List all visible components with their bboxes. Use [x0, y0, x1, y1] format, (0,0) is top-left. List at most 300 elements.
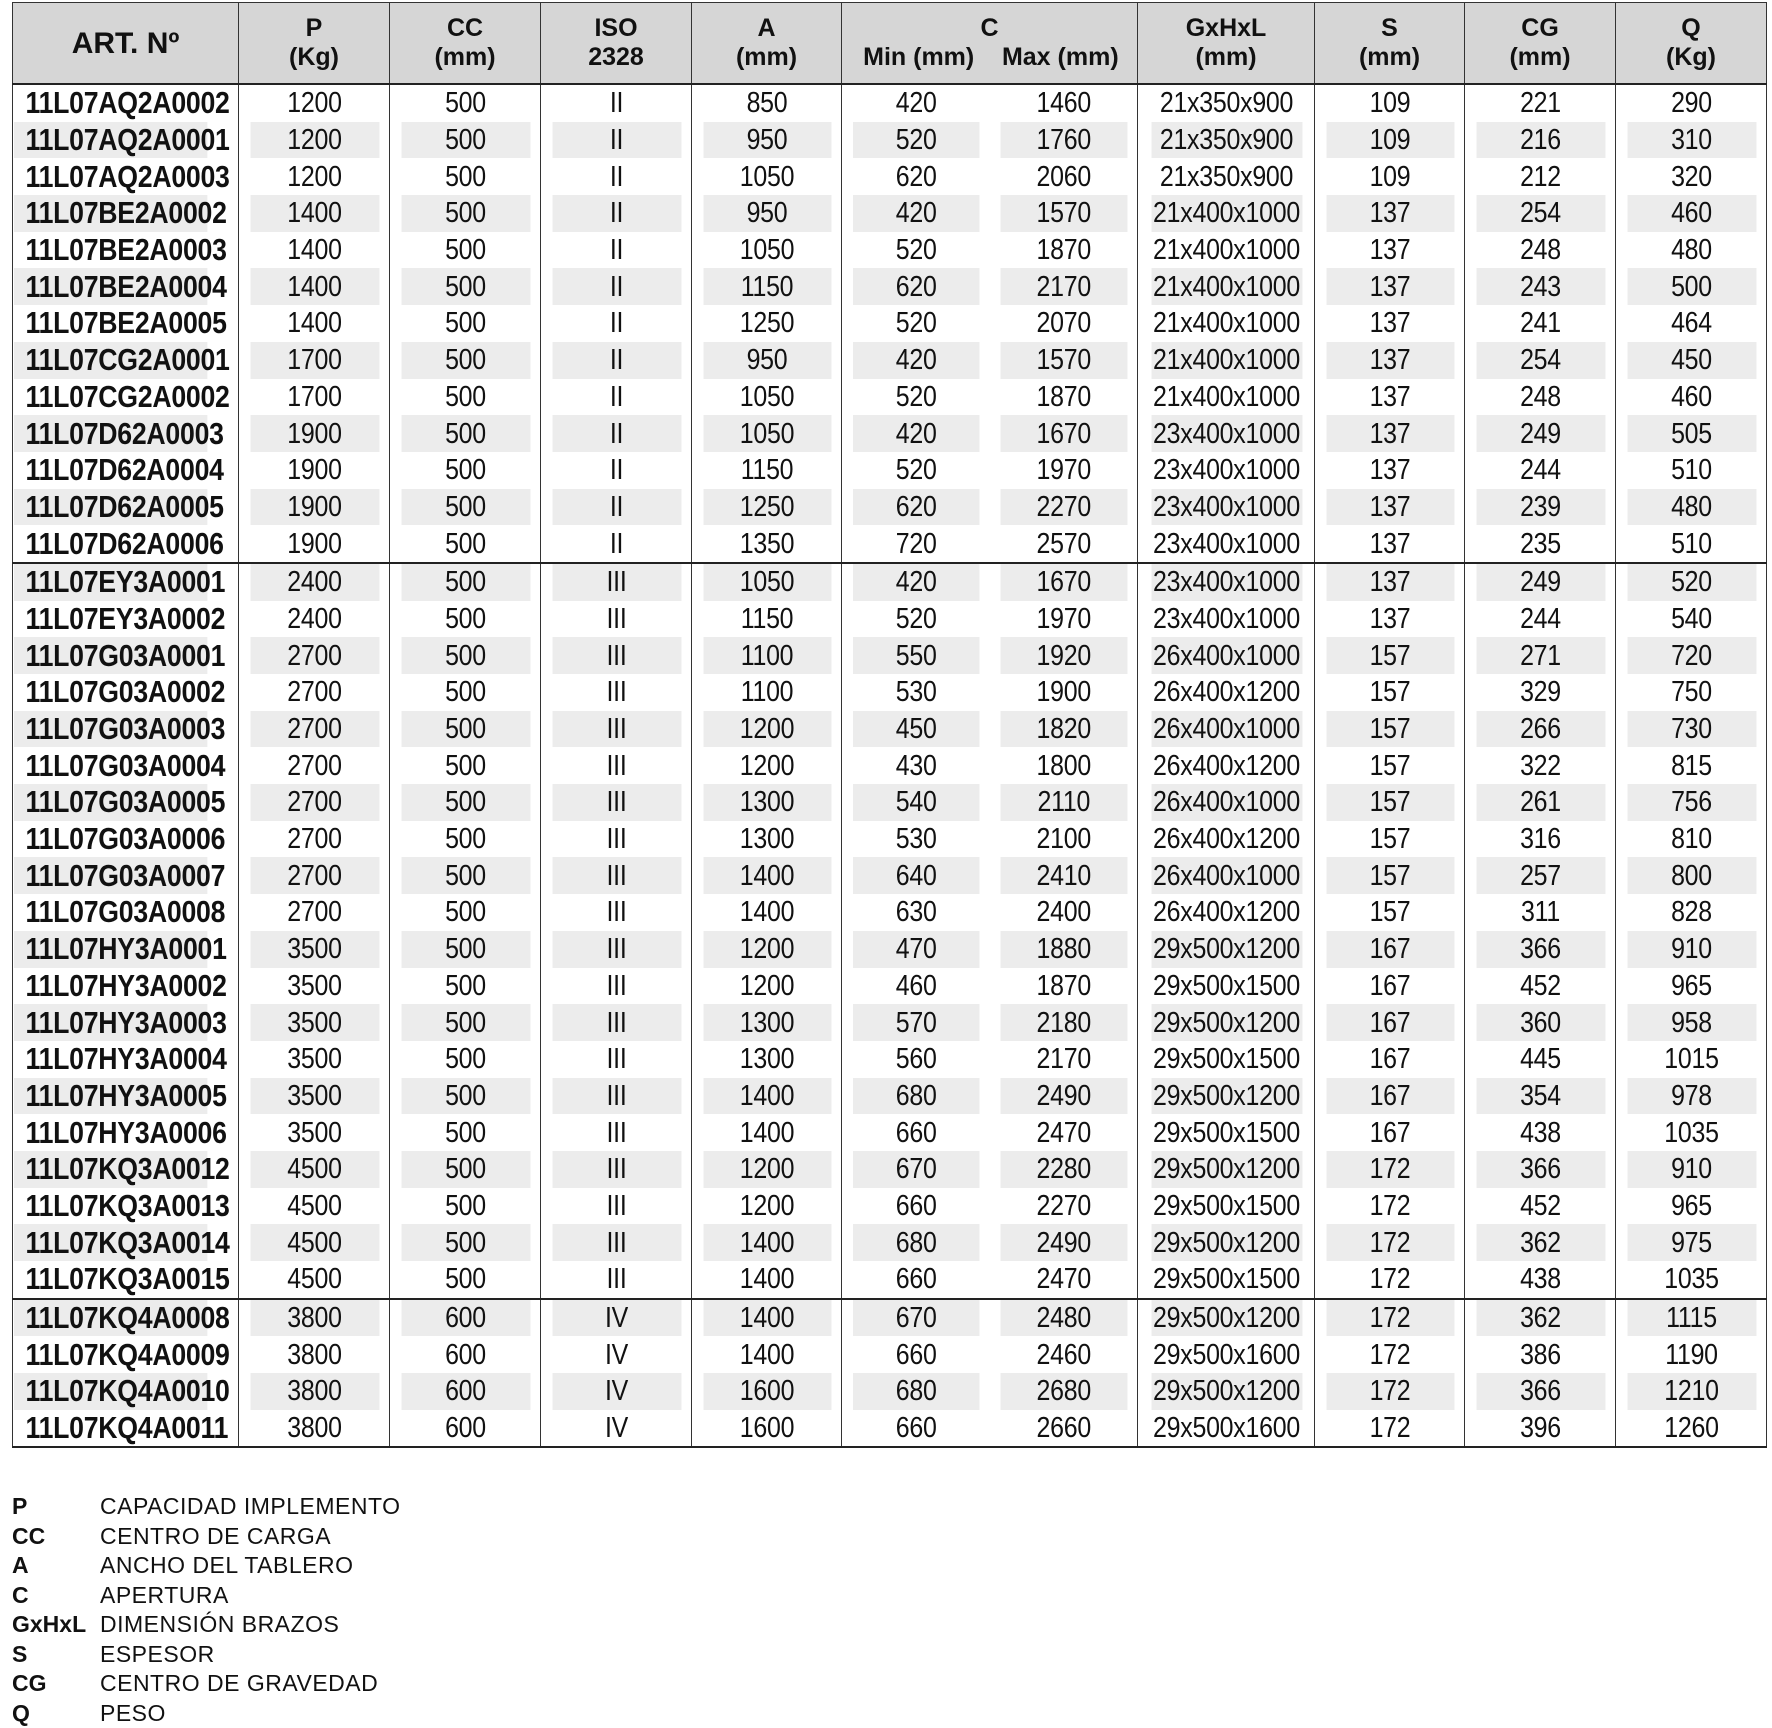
cell-a: 1050 — [702, 158, 831, 195]
cell-art: 11L07HY3A0005 — [13, 1078, 207, 1115]
cell-iso: II — [551, 379, 681, 416]
cell-cc: 500 — [400, 525, 530, 563]
cell-gxhxl: 23x400x1000 — [1150, 563, 1302, 601]
cell-art: 11L07G03A0007 — [13, 857, 207, 894]
cell-cc: 500 — [400, 1041, 530, 1078]
cell-gxhxl: 29x500x1200 — [1150, 1151, 1302, 1188]
cell-a: 1300 — [702, 784, 831, 821]
legend-key: S — [12, 1640, 100, 1670]
cell-s: 157 — [1325, 857, 1454, 894]
cell-iso: III — [551, 637, 681, 674]
cell-s: 137 — [1325, 342, 1454, 379]
cell-c-max: 2480 — [1000, 1299, 1127, 1337]
cell-s: 157 — [1325, 784, 1454, 821]
legend-item — [12, 1610, 401, 1640]
cell-cc: 500 — [400, 563, 530, 601]
table-row — [13, 637, 1767, 674]
cell-c-max: 1870 — [1000, 968, 1127, 1005]
table-row — [13, 674, 1767, 711]
table-row — [13, 232, 1767, 269]
cell-s: 157 — [1325, 711, 1454, 748]
cell-c-min: 680 — [852, 1373, 979, 1410]
cell-c-min: 530 — [852, 821, 979, 858]
cell-c-max: 2100 — [1000, 821, 1127, 858]
cell-c-max: 2180 — [1000, 1004, 1127, 1041]
legend-item — [12, 1522, 401, 1552]
cell-c-min: 550 — [852, 637, 979, 674]
cell-q: 505 — [1626, 415, 1756, 452]
cell-p: 2700 — [249, 711, 379, 748]
table-row — [13, 489, 1767, 526]
cell-art: 11L07G03A0002 — [13, 674, 207, 711]
table-row — [13, 784, 1767, 821]
cell-a: 1400 — [702, 1114, 831, 1151]
cell-gxhxl: 29x500x1500 — [1150, 1041, 1302, 1078]
cell-iso: III — [551, 1188, 681, 1225]
header-c-min: Min (mm) — [848, 43, 990, 72]
cell-p: 1900 — [249, 489, 379, 526]
cell-p: 3500 — [249, 1004, 379, 1041]
cell-c-max: 2170 — [1000, 268, 1127, 305]
cell-s: 172 — [1325, 1336, 1454, 1373]
table-row — [13, 894, 1767, 931]
cell-s: 137 — [1325, 195, 1454, 232]
cell-cc: 500 — [400, 747, 530, 784]
cell-a: 1600 — [702, 1373, 831, 1410]
cell-c-max: 1870 — [1000, 232, 1127, 269]
cell-iso: IV — [551, 1410, 681, 1448]
cell-s: 172 — [1325, 1188, 1454, 1225]
legend-item — [12, 1669, 401, 1699]
cell-cg: 360 — [1475, 1004, 1605, 1041]
cell-cg: 254 — [1475, 342, 1605, 379]
table-row — [13, 821, 1767, 858]
cell-gxhxl: 29x500x1500 — [1150, 1261, 1302, 1299]
cell-s: 137 — [1325, 489, 1454, 526]
cell-q: 975 — [1626, 1224, 1756, 1261]
cell-c-min: 470 — [852, 931, 979, 968]
cell-s: 157 — [1325, 747, 1454, 784]
cell-gxhxl: 29x500x1200 — [1150, 1004, 1302, 1041]
cell-cg: 271 — [1475, 637, 1605, 674]
cell-a: 1250 — [702, 489, 831, 526]
cell-s: 167 — [1325, 1114, 1454, 1151]
cell-c-max: 1760 — [1000, 122, 1127, 159]
cell-gxhxl: 26x400x1200 — [1150, 894, 1302, 931]
cell-art: 11L07AQ2A0001 — [13, 122, 207, 159]
cell-cc: 500 — [400, 1224, 530, 1261]
cell-c-max: 1880 — [1000, 931, 1127, 968]
cell-cg: 243 — [1475, 268, 1605, 305]
cell-c-min: 430 — [852, 747, 979, 784]
cell-iso: II — [551, 305, 681, 342]
cell-iso: III — [551, 1078, 681, 1115]
cell-cg: 249 — [1475, 563, 1605, 601]
cell-gxhxl: 26x400x1000 — [1150, 711, 1302, 748]
cell-c-min: 680 — [852, 1078, 979, 1115]
cell-iso: II — [551, 489, 681, 526]
cell-gxhxl: 21x350x900 — [1150, 158, 1302, 195]
table-row — [13, 711, 1767, 748]
cell-s: 172 — [1325, 1299, 1454, 1337]
cell-q: 1035 — [1626, 1261, 1756, 1299]
cell-cg: 366 — [1475, 1373, 1605, 1410]
cell-c-min: 570 — [852, 1004, 979, 1041]
cell-iso: III — [551, 711, 681, 748]
cell-c-min: 660 — [852, 1336, 979, 1373]
table-header — [13, 3, 1767, 85]
cell-c-max: 1460 — [1000, 84, 1127, 122]
legend — [12, 1492, 401, 1728]
cell-art: 11L07KQ3A0014 — [13, 1224, 207, 1261]
cell-cg: 452 — [1475, 968, 1605, 1005]
spec-table — [12, 2, 1767, 1448]
cell-art: 11L07KQ3A0012 — [13, 1151, 207, 1188]
cell-c-max: 2060 — [1000, 158, 1127, 195]
cell-c-min: 520 — [852, 305, 979, 342]
cell-p: 3800 — [249, 1299, 379, 1337]
cell-c-min: 420 — [852, 342, 979, 379]
cell-q: 310 — [1626, 122, 1756, 159]
cell-cc: 500 — [400, 821, 530, 858]
cell-c-min: 530 — [852, 674, 979, 711]
cell-q: 810 — [1626, 821, 1756, 858]
table-row — [13, 1410, 1767, 1448]
cell-art: 11L07G03A0003 — [13, 711, 207, 748]
cell-q: 1210 — [1626, 1373, 1756, 1410]
cell-gxhxl: 29x500x1200 — [1150, 1224, 1302, 1261]
cell-cg: 362 — [1475, 1299, 1605, 1337]
cell-a: 950 — [702, 122, 831, 159]
cell-s: 167 — [1325, 1004, 1454, 1041]
cell-q: 750 — [1626, 674, 1756, 711]
cell-gxhxl: 29x500x1600 — [1150, 1410, 1302, 1448]
cell-c-max: 2410 — [1000, 857, 1127, 894]
cell-cc: 500 — [400, 784, 530, 821]
legend-text: CENTRO DE GRAVEDAD — [100, 1669, 378, 1699]
cell-iso: III — [551, 674, 681, 711]
legend-text: CAPACIDAD IMPLEMENTO — [100, 1492, 401, 1522]
cell-art: 11L07KQ4A0010 — [13, 1373, 207, 1410]
table-row — [13, 1151, 1767, 1188]
cell-s: 167 — [1325, 1041, 1454, 1078]
cell-q: 965 — [1626, 1188, 1756, 1225]
cell-cc: 500 — [400, 195, 530, 232]
header-s: S (mm) — [1315, 3, 1465, 85]
cell-cc: 500 — [400, 305, 530, 342]
cell-gxhxl: 21x400x1000 — [1150, 379, 1302, 416]
cell-a: 1150 — [702, 452, 831, 489]
header-c: C Min (mm) Max (mm) — [842, 3, 1138, 85]
cell-p: 1200 — [249, 122, 379, 159]
cell-q: 460 — [1626, 195, 1756, 232]
cell-gxhxl: 21x400x1000 — [1150, 195, 1302, 232]
cell-c-min: 630 — [852, 894, 979, 931]
cell-cc: 500 — [400, 1114, 530, 1151]
cell-cc: 600 — [400, 1373, 530, 1410]
cell-q: 450 — [1626, 342, 1756, 379]
cell-cc: 500 — [400, 894, 530, 931]
cell-gxhxl: 29x500x1200 — [1150, 1373, 1302, 1410]
cell-iso: III — [551, 1114, 681, 1151]
table-row — [13, 158, 1767, 195]
cell-a: 1100 — [702, 674, 831, 711]
cell-gxhxl: 21x400x1000 — [1150, 268, 1302, 305]
cell-cg: 266 — [1475, 711, 1605, 748]
cell-s: 137 — [1325, 379, 1454, 416]
cell-c-max: 2470 — [1000, 1114, 1127, 1151]
cell-art: 11L07AQ2A0003 — [13, 158, 207, 195]
cell-p: 1200 — [249, 158, 379, 195]
cell-c-max: 1870 — [1000, 379, 1127, 416]
cell-p: 2400 — [249, 601, 379, 638]
cell-cc: 500 — [400, 379, 530, 416]
cell-art: 11L07KQ3A0015 — [13, 1261, 207, 1299]
table-row — [13, 747, 1767, 784]
cell-a: 1200 — [702, 1151, 831, 1188]
cell-c-max: 2070 — [1000, 305, 1127, 342]
cell-a: 1100 — [702, 637, 831, 674]
header-iso: ISO 2328 — [541, 3, 692, 85]
cell-q: 828 — [1626, 894, 1756, 931]
cell-p: 2700 — [249, 894, 379, 931]
cell-p: 1900 — [249, 415, 379, 452]
cell-cc: 500 — [400, 122, 530, 159]
cell-cc: 500 — [400, 489, 530, 526]
cell-art: 11L07KQ4A0008 — [13, 1299, 207, 1337]
table-row — [13, 1041, 1767, 1078]
cell-gxhxl: 21x400x1000 — [1150, 232, 1302, 269]
cell-iso: IV — [551, 1299, 681, 1337]
legend-key: GxHxL — [12, 1610, 100, 1640]
cell-q: 510 — [1626, 452, 1756, 489]
cell-p: 1200 — [249, 84, 379, 122]
cell-p: 1400 — [249, 305, 379, 342]
table-row — [13, 1336, 1767, 1373]
table-row — [13, 415, 1767, 452]
cell-q: 320 — [1626, 158, 1756, 195]
cell-a: 1050 — [702, 415, 831, 452]
cell-cc: 500 — [400, 637, 530, 674]
cell-c-min: 620 — [852, 158, 979, 195]
cell-iso: III — [551, 747, 681, 784]
cell-cc: 500 — [400, 1078, 530, 1115]
cell-iso: II — [551, 122, 681, 159]
cell-gxhxl: 29x500x1500 — [1150, 1114, 1302, 1151]
cell-gxhxl: 29x500x1200 — [1150, 1078, 1302, 1115]
cell-c-min: 620 — [852, 489, 979, 526]
legend-text: ANCHO DEL TABLERO — [100, 1551, 353, 1581]
cell-cc: 500 — [400, 452, 530, 489]
cell-p: 4500 — [249, 1224, 379, 1261]
cell-a: 1200 — [702, 968, 831, 1005]
cell-cg: 366 — [1475, 1151, 1605, 1188]
cell-cg: 249 — [1475, 415, 1605, 452]
cell-c-max: 1800 — [1000, 747, 1127, 784]
cell-q: 910 — [1626, 1151, 1756, 1188]
cell-p: 3500 — [249, 968, 379, 1005]
table-row — [13, 1299, 1767, 1337]
table-body — [13, 84, 1767, 1447]
cell-art: 11L07BE2A0002 — [13, 195, 207, 232]
cell-a: 1200 — [702, 747, 831, 784]
cell-cg: 322 — [1475, 747, 1605, 784]
cell-q: 500 — [1626, 268, 1756, 305]
cell-cc: 500 — [400, 711, 530, 748]
cell-iso: II — [551, 84, 681, 122]
cell-s: 157 — [1325, 674, 1454, 711]
cell-a: 1400 — [702, 857, 831, 894]
cell-p: 1900 — [249, 525, 379, 563]
cell-cc: 600 — [400, 1299, 530, 1337]
table-row — [13, 122, 1767, 159]
cell-p: 3800 — [249, 1410, 379, 1448]
header-c-max: Max (mm) — [990, 43, 1132, 72]
cell-c-max: 2490 — [1000, 1224, 1127, 1261]
cell-cc: 500 — [400, 415, 530, 452]
cell-art: 11L07EY3A0001 — [13, 563, 207, 601]
cell-a: 1400 — [702, 1078, 831, 1115]
cell-c-max: 2270 — [1000, 1188, 1127, 1225]
cell-c-min: 520 — [852, 232, 979, 269]
cell-a: 950 — [702, 342, 831, 379]
cell-gxhxl: 26x400x1000 — [1150, 637, 1302, 674]
cell-c-max: 2680 — [1000, 1373, 1127, 1410]
cell-cg: 244 — [1475, 452, 1605, 489]
cell-art: 11L07G03A0004 — [13, 747, 207, 784]
legend-key: P — [12, 1492, 100, 1522]
cell-c-max: 1670 — [1000, 415, 1127, 452]
cell-c-max: 2400 — [1000, 894, 1127, 931]
cell-cg: 438 — [1475, 1261, 1605, 1299]
table-row — [13, 268, 1767, 305]
cell-art: 11L07BE2A0005 — [13, 305, 207, 342]
legend-item — [12, 1581, 401, 1611]
table-row — [13, 857, 1767, 894]
cell-c-min: 460 — [852, 968, 979, 1005]
cell-art: 11L07EY3A0002 — [13, 601, 207, 638]
cell-p: 4500 — [249, 1261, 379, 1299]
cell-c-min: 660 — [852, 1114, 979, 1151]
cell-q: 1035 — [1626, 1114, 1756, 1151]
cell-s: 172 — [1325, 1224, 1454, 1261]
cell-a: 1200 — [702, 931, 831, 968]
cell-cg: 316 — [1475, 821, 1605, 858]
cell-s: 172 — [1325, 1261, 1454, 1299]
cell-q: 958 — [1626, 1004, 1756, 1041]
legend-text: DIMENSIÓN BRAZOS — [100, 1610, 339, 1640]
cell-c-max: 2570 — [1000, 525, 1127, 563]
cell-s: 157 — [1325, 637, 1454, 674]
cell-a: 1050 — [702, 232, 831, 269]
cell-cc: 500 — [400, 158, 530, 195]
cell-art: 11L07D62A0006 — [13, 525, 207, 563]
cell-art: 11L07BE2A0004 — [13, 268, 207, 305]
cell-q: 756 — [1626, 784, 1756, 821]
cell-p: 1700 — [249, 379, 379, 416]
cell-c-min: 420 — [852, 195, 979, 232]
cell-s: 167 — [1325, 1078, 1454, 1115]
cell-c-max: 1820 — [1000, 711, 1127, 748]
cell-c-min: 520 — [852, 122, 979, 159]
cell-q: 464 — [1626, 305, 1756, 342]
table-row — [13, 1261, 1767, 1299]
cell-cc: 500 — [400, 968, 530, 1005]
cell-art: 11L07CG2A0002 — [13, 379, 207, 416]
cell-p: 1400 — [249, 232, 379, 269]
cell-iso: IV — [551, 1373, 681, 1410]
table-row — [13, 1188, 1767, 1225]
cell-c-min: 560 — [852, 1041, 979, 1078]
cell-p: 1400 — [249, 268, 379, 305]
cell-cg: 396 — [1475, 1410, 1605, 1448]
legend-item — [12, 1640, 401, 1670]
cell-iso: III — [551, 968, 681, 1005]
cell-iso: II — [551, 158, 681, 195]
cell-p: 3500 — [249, 1078, 379, 1115]
cell-cc: 600 — [400, 1336, 530, 1373]
cell-gxhxl: 26x400x1200 — [1150, 674, 1302, 711]
cell-gxhxl: 29x500x1500 — [1150, 968, 1302, 1005]
cell-c-min: 420 — [852, 415, 979, 452]
cell-iso: II — [551, 232, 681, 269]
cell-q: 1260 — [1626, 1410, 1756, 1448]
cell-a: 1400 — [702, 1299, 831, 1337]
cell-cc: 500 — [400, 1151, 530, 1188]
cell-p: 2700 — [249, 857, 379, 894]
cell-iso: III — [551, 894, 681, 931]
cell-c-max: 2270 — [1000, 489, 1127, 526]
cell-p: 2700 — [249, 784, 379, 821]
cell-q: 510 — [1626, 525, 1756, 563]
cell-p: 3500 — [249, 1114, 379, 1151]
header-cg: CG (mm) — [1465, 3, 1616, 85]
cell-gxhxl: 23x400x1000 — [1150, 452, 1302, 489]
cell-art: 11L07HY3A0006 — [13, 1114, 207, 1151]
cell-cg: 261 — [1475, 784, 1605, 821]
cell-iso: II — [551, 415, 681, 452]
cell-cg: 248 — [1475, 232, 1605, 269]
cell-gxhxl: 21x400x1000 — [1150, 305, 1302, 342]
cell-cg: 257 — [1475, 857, 1605, 894]
cell-s: 109 — [1325, 158, 1454, 195]
cell-c-min: 660 — [852, 1410, 979, 1448]
table-row — [13, 84, 1767, 122]
cell-art: 11L07KQ3A0013 — [13, 1188, 207, 1225]
legend-key: CC — [12, 1522, 100, 1552]
cell-c-min: 450 — [852, 711, 979, 748]
cell-art: 11L07HY3A0004 — [13, 1041, 207, 1078]
cell-q: 1115 — [1626, 1299, 1756, 1337]
cell-cc: 500 — [400, 601, 530, 638]
cell-c-max: 1970 — [1000, 601, 1127, 638]
cell-iso: II — [551, 342, 681, 379]
cell-cc: 500 — [400, 857, 530, 894]
cell-iso: II — [551, 525, 681, 563]
cell-c-max: 1670 — [1000, 563, 1127, 601]
cell-c-max: 1570 — [1000, 342, 1127, 379]
cell-a: 1200 — [702, 1188, 831, 1225]
cell-iso: III — [551, 857, 681, 894]
table-row — [13, 601, 1767, 638]
cell-a: 1600 — [702, 1410, 831, 1448]
legend-key: Q — [12, 1699, 100, 1728]
cell-q: 910 — [1626, 931, 1756, 968]
cell-c-max: 1570 — [1000, 195, 1127, 232]
cell-a: 1400 — [702, 894, 831, 931]
cell-cc: 600 — [400, 1410, 530, 1448]
cell-cg: 366 — [1475, 931, 1605, 968]
